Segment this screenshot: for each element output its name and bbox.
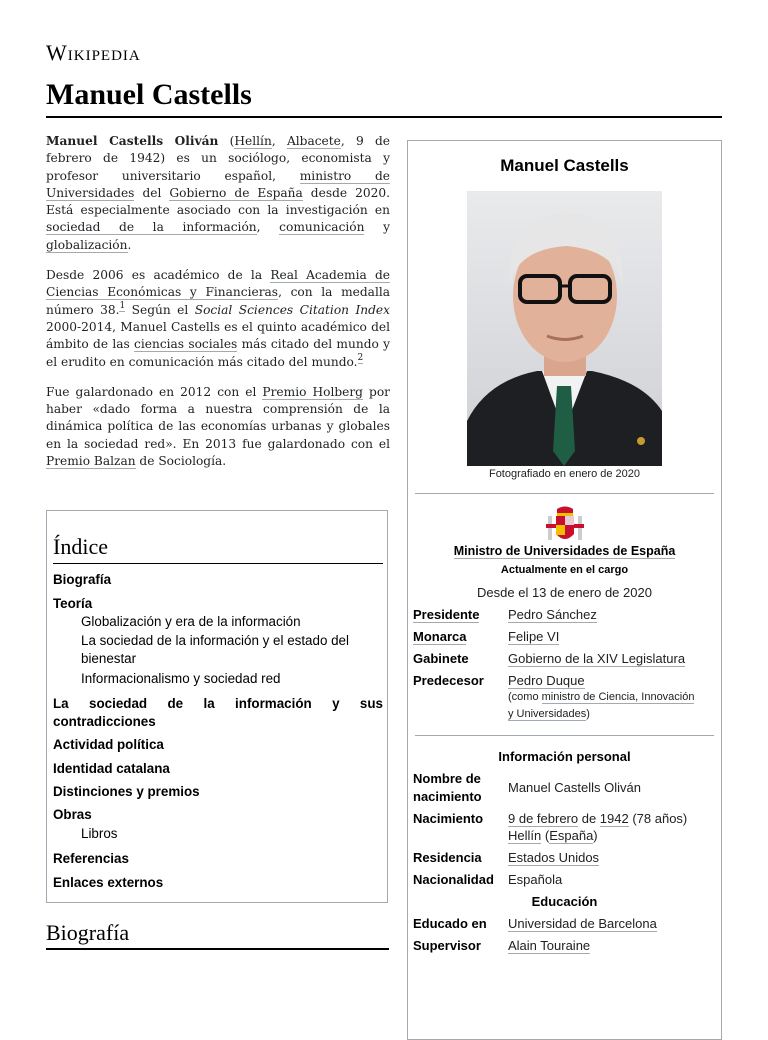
toc-divider [53,563,383,564]
toc-item[interactable]: Informacionalismo y sociedad red [81,671,281,686]
label-presidente[interactable]: Presidente [413,607,480,622]
row-value [508,628,559,645]
article-link[interactable]: ministro de Universidades [46,168,391,200]
infobox-divider [415,493,714,494]
education-heading: Educación [531,894,598,909]
table-of-contents [46,510,388,903]
toc-item[interactable]: Referencias [53,851,129,866]
monarca-link[interactable]: Felipe VI [508,629,560,644]
paragraph-text: ( [218,134,235,148]
infobox [407,140,722,1040]
paragraph-text: , [256,220,280,235]
education-link[interactable]: Universidad de Barcelona [508,916,657,931]
coat-of-arms-icon [544,506,586,544]
residence-link[interactable]: Estados Unidos [508,850,600,865]
paragraph-text: Fue galardonado en 2012 con el [46,384,263,399]
label-nacionalidad: Nacionalidad [413,872,494,887]
paragraph-text: Social Sciences Citation Index [194,302,391,317]
paragraph-text: , con la medalla número 38. [46,285,391,317]
toc-heading: Índice [53,534,108,559]
label-residencia: Residencia [413,850,482,865]
paragraph-text: por haber «dado forma a nuestra comprensión de la dinámica política de las economías urbanas y globales en la sociedad red». En 2013 fue galardonado con el [46,384,390,451]
row-value [508,849,599,866]
nationality: Española [508,872,563,887]
paragraph-text: 2000-2014, Manuel Castells es el quinto académico del ámbito de las [46,319,390,352]
infobox-title: Manuel Castells [500,156,629,175]
article-link[interactable]: ciencias sociales [134,337,238,352]
wikipedia-logo: Wikipedia [46,40,141,65]
label-gabinete: Gabinete [413,651,469,666]
birth-year-link[interactable]: 1942 [599,811,629,826]
paragraph-text: del [134,185,170,200]
row-value [508,672,585,689]
birth-date-link[interactable]: 9 de febrero [508,811,579,826]
title-divider [46,116,722,118]
reference-link[interactable]: 1 [119,300,126,311]
paragraph-text: de Sociología. [135,454,227,469]
paragraph-text: Manuel Castells Oliván [46,134,219,148]
lead-section [46,133,390,483]
office-link[interactable]: Ministro de Universidades de España [453,544,676,558]
row-value [508,606,597,623]
birth-country-link[interactable]: España [549,828,594,843]
toc-item[interactable]: Biografía [53,572,112,587]
lead-paragraph [46,267,390,371]
age: (78 años) [628,811,688,826]
paragraph-text: . [127,237,132,252]
row-value: Hellín (España) [508,828,598,843]
row-value [508,937,590,954]
row-label [413,606,479,623]
reference-link[interactable]: 2 [357,352,364,363]
article-link[interactable]: Hellín [234,134,272,148]
lead-paragraph [46,133,390,254]
paragraph-text: desde 2020. Está especialmente asociado con la investigación en [46,185,390,218]
office-row [408,543,721,560]
pred-note: (como [508,691,542,703]
toc-item[interactable]: Teoría [53,596,93,611]
article-link[interactable]: comunicación [279,220,365,235]
row-note [508,689,694,706]
article-link[interactable]: Gobierno de España [169,185,303,200]
text: de [578,811,600,826]
infobox-divider [415,735,714,736]
paragraph-text: y [364,220,391,235]
toc-item[interactable]: La sociedad de la información y el estado del bienestar [81,633,349,666]
article-link[interactable]: Premio Holberg [262,384,363,399]
paragraph-text: Según el [125,302,195,317]
label-monarca[interactable]: Monarca [413,629,467,644]
row-value [508,810,687,827]
toc-item[interactable]: Obras [53,807,92,822]
label-nacimiento: Nacimiento [413,811,484,826]
label-supervisor: Supervisor [413,938,481,953]
row-value [508,650,685,667]
predecesor-link[interactable]: Pedro Duque [508,673,585,688]
portrait-photo[interactable] [467,191,662,466]
row-note [508,706,590,723]
article-link[interactable]: globalización [46,237,128,252]
toc-item[interactable]: Globalización y era de la información [81,614,301,629]
toc-item[interactable]: Identidad catalana [53,761,170,776]
presidente-link[interactable]: Pedro Sánchez [508,607,597,622]
toc-item[interactable]: Enlaces externos [53,875,164,890]
article-link[interactable]: Real Academia de Ciencias Económicas y Financieras [46,268,390,300]
toc-item[interactable]: Distinciones y premios [53,784,200,799]
pred-ministry-link-2[interactable]: y Universidades [508,708,587,720]
article-link[interactable]: Premio Balzan [46,454,136,469]
paragraph-text: más citado del mundo y el erudito en comunicación más citado del mundo. [46,337,390,369]
label-nombre-1: Nombre de [413,771,481,786]
photo-caption: Fotografiado en enero de 2020 [488,468,641,480]
label-predecesor: Predecesor [413,673,484,688]
supervisor-link[interactable]: Alain Touraine [508,938,591,953]
section-divider [46,948,389,950]
label-educado: Educado en [413,916,487,931]
row-label [413,628,466,645]
office-status: Actualmente en el cargo [500,564,629,576]
paragraph-text: Desde 2006 es académico de la [46,268,271,283]
birth-name: Manuel Castells Oliván [508,780,641,795]
pred-ministry-link[interactable]: ministro de Ciencia, Innovación [541,691,695,703]
row-value [508,915,657,932]
paragraph-text: , [271,134,287,148]
toc-item[interactable]: Actividad política [53,737,164,752]
office-since: Desde el 13 de enero de 2020 [477,585,652,600]
article-link[interactable]: Albacete [286,134,341,148]
section-heading-biografia: Biografía [46,920,130,945]
gabinete-link[interactable]: Gobierno de la XIV Legislatura [508,651,686,666]
birth-place-link[interactable]: Hellín [508,828,542,843]
article-link[interactable]: sociedad de la información [46,220,257,235]
pred-note-close: ) [586,708,590,720]
lead-paragraph [46,384,390,470]
toc-item[interactable]: La sociedad de la información y sus contradicciones [53,696,383,729]
paragraph-text: , 9 de febrero de 1942) es un sociólogo, economista y profesor universitario español, [46,134,390,183]
label-nombre-2: nacimiento [413,789,482,804]
page-title: Manuel Castells [46,78,252,111]
toc-item[interactable]: Libros [81,826,118,841]
personal-info-heading: Información personal [498,749,631,764]
